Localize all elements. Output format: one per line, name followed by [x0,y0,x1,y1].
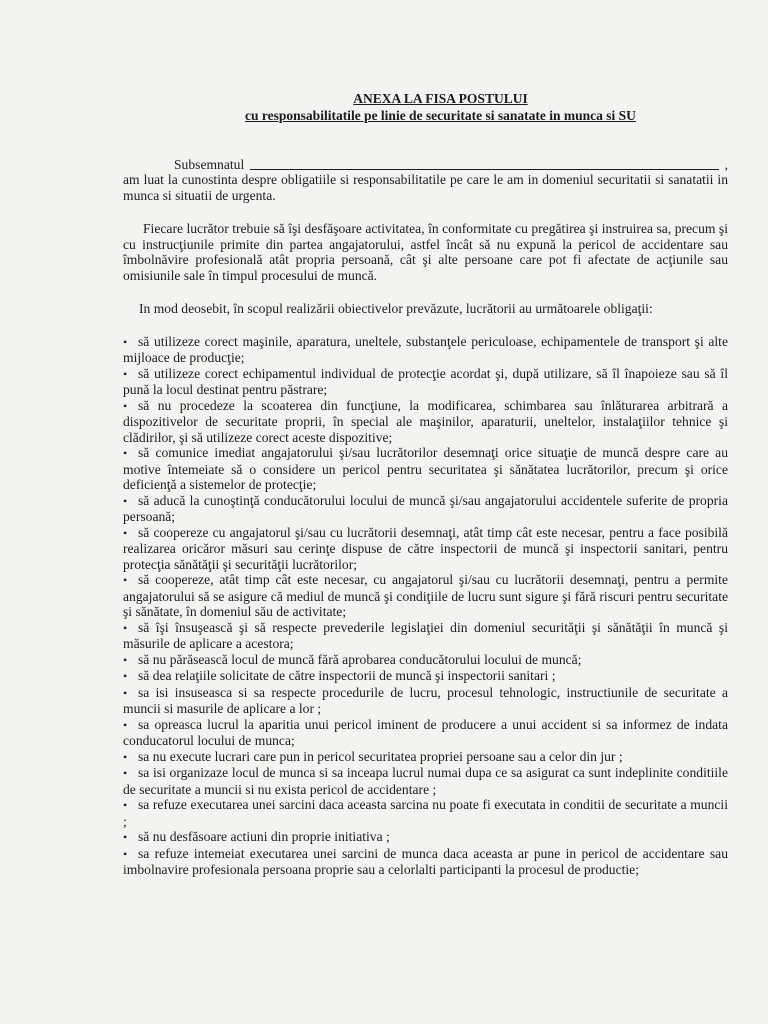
list-item [123,366,728,398]
bullet-icon: • [123,685,128,700]
bullet-icon: • [123,493,128,508]
obligations-list [123,334,728,878]
name-blank[interactable] [250,156,718,170]
list-item [123,652,728,669]
list-item-text: să comunice imediat angajatorului şi/sau lucrătorilor desemnaţi orice situaţie de muncă despre care au motive întemeiate să o considere un pericol pentru securitatea şi sănătatea lucrătorilor, precum şi orice deficienţă a sistemelor de protecţie; [123,445,728,492]
declaration [123,156,728,203]
bullet-icon: • [123,446,128,460]
list-item-text: să dea relaţiile solicitate de către inspectorii de muncă şi inspectorii sanitari ; [138,668,556,683]
signature-line [123,156,728,172]
list-item [123,749,728,766]
list-item [123,846,728,878]
list-item-text: sa opreasca lucrul la aparitia unui pericol iminent de producere a unui accident si sa informez de indata conducatorul locului de munca; [123,716,728,748]
list-item-text: să îşi însuşească şi să respecte prevederile legislaţiei din domeniul securităţii şi sănătăţii în muncă şi măsurile de aplicare a acestora; [123,619,728,651]
list-item [123,398,728,446]
list-item [123,334,728,366]
list-item [123,572,728,620]
paragraph-general-obligation: Fiecare lucrător trebuie să îşi desfăşoare activitatea, în conformitate cu pregătirea şi instruirea sa, precum şi cu instrucţiunile primite din partea angajatorului, astfel încât să nu expună la pericol de accidentare sau îmbolnăvire profesională atât propria persoană, cât şi alte persoane care pot fi afectate de acţiunile sau omisiunile sale în timpul procesului de muncă. [123,221,728,283]
list-item-text: sa nu execute lucrari care pun in pericol securitatea propriei persoane sau a celor din jur ; [138,748,623,764]
list-item-text: să nu părăsească locul de muncă fără aprobarea conducătorului locului de muncă; [138,651,582,667]
bullet-icon: • [123,398,128,413]
bullet-icon: • [123,334,128,349]
bullet-icon: • [123,749,128,764]
list-item-text: sa refuze intemeiat executarea unei sarcini de munca daca aceasta ar pune in pericol de accidentare sau imbolnavire profesionala persoana proprie sau a celorlalti participanti la procesul de productie; [123,845,728,877]
list-item-text: sa refuze executarea unei sarcini daca aceasta sarcina nu poate fi executata in conditii de securitate a muncii ; [123,797,728,829]
bullet-icon: • [123,525,128,540]
list-item-text: să coopereze cu angajatorul şi/sau cu lucrătorii desemnaţi, atât timp cât este necesar, pentru a face posibilă realizarea oricăror măsuri sau cerinţe dispuse de către inspectorii de muncă şi inspectorii sanitari, pentru protecţia sănătăţii şi securităţii lucrătorilor; [123,524,728,572]
subsemnatul-label: Subsemnatul [174,156,245,172]
signature-comma: , [724,156,728,172]
bullet-icon: • [123,620,128,635]
list-item [123,620,728,652]
paragraph-obligations-intro: In mod deosebit, în scopul realizării obiectivelor prevăzute, lucrătorii au următoarele obligaţii: [139,301,653,316]
list-item-text: să utilizeze corect echipamentul individual de protecţie acordat şi, după utilizare, să îl înapoieze sau să îl pună la locul destinat pentru păstrare; [123,365,728,397]
bullet-icon: • [123,846,128,861]
list-item-text: să nu procedeze la scoaterea din funcţiune, la modificarea, schimbarea sau înlăturarea arbitrară a dispozitivelor de securitate proprii, în special ale maşinilor, aparaturii, uneltelor, instalaţiilor tehnice şi clădirilor, şi să utilizeze corect aceste dispozitive; [123,397,728,445]
list-item-text: sa isi insuseasca si sa respecte procedurile de lucru, procesul tehnologic, instructiunile de securitate a muncii si masurile de aplicare a lor ; [123,684,728,716]
bullet-icon: • [123,798,128,812]
bullet-icon: • [123,766,128,780]
bullet-icon: • [123,830,128,844]
list-item-text: să coopereze, atât timp cât este necesar, cu angajatorul şi/sau cu lucrătorii desemnaţi, pentru a permite angajatorului să se asigure că mediul de muncă şi condiţiile de lucru sunt sigure şi fără riscuri pentru securitate şi sănătate, în domeniul său de activitate; [123,572,728,619]
list-item-text: să aducă la cunoştinţă conducătorului locului de muncă şi/sau angajatorului accidentele suferite de propria persoană; [123,492,728,524]
bullet-icon: • [123,669,128,683]
document-title [123,90,728,124]
title-line-1: ANEXA LA FISA POSTULUI [353,91,528,106]
list-item [123,493,728,525]
list-item [123,525,728,573]
list-item [123,668,728,685]
declaration-text: am luat la cunostinta despre obligatiile si responsabilitatile pe care le am in domeniul securitatii si sanatatii in munca si situatii de urgenta. [123,172,728,203]
list-item-text: sa isi organizaze locul de munca si sa inceapa lucrul numai dupa ce sa asigurat ca sunt indeplinite conditiile de securitate a muncii si nu exista pericol de accidentare ; [123,765,728,797]
list-item-text: să nu desfăsoare actiuni din proprie initiativa ; [138,829,390,844]
list-item [123,445,728,493]
bullet-icon: • [123,573,128,587]
list-item [123,797,728,829]
list-item [123,685,728,717]
bullet-icon: • [123,652,128,667]
list-item-text: să utilizeze corect maşinile, aparatura, uneltele, substanţele periculoase, echipamentele de transport şi alte mijloace de producţie; [123,333,728,365]
list-item [123,765,728,797]
title-line-2: cu responsabilitatile pe linie de securitate si sanatate in munca si SU [245,108,636,123]
bullet-icon: • [123,717,128,732]
list-item [123,829,728,846]
list-item [123,717,728,749]
bullet-icon: • [123,366,128,381]
